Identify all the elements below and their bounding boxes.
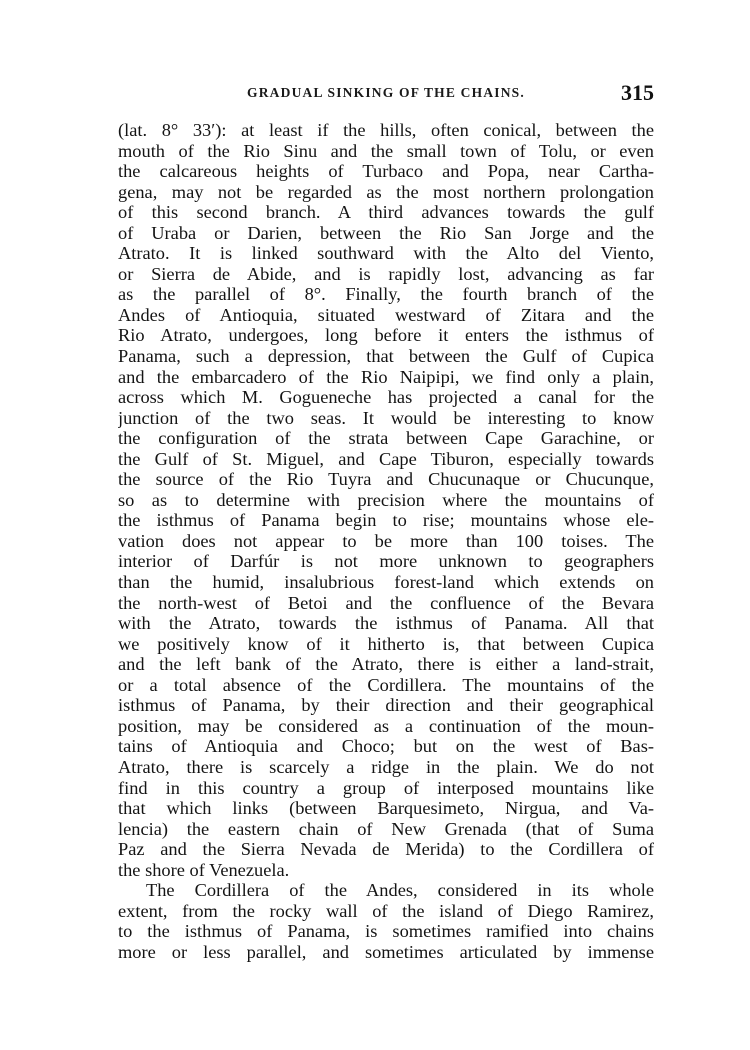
text-line: than the humid, insalubrious forest-land which extends on <box>118 572 654 593</box>
text-line: position, may be considered as a continuation of the moun- <box>118 715 654 736</box>
text-line: of this second branch. A third advances towards the gulf <box>118 202 654 223</box>
text-line: and the embarcadero of the Rio Naipipi, we find only a plain, <box>118 366 654 387</box>
text-line: that which links (between Barquesimeto, Nirgua, and Va- <box>118 798 654 819</box>
text-line: the north-west of Betoi and the confluence of the Bevara <box>118 592 654 613</box>
page-number: 315 <box>621 80 654 105</box>
text-line: Andes of Antioquia, situated westward of Zitara and the <box>118 304 654 325</box>
text-line: lencia) the eastern chain of New Grenada (that of Suma <box>118 818 654 839</box>
text-line: so as to determine with precision where the mountains of <box>118 489 654 510</box>
text-line: as the parallel of 8°. Finally, the fourth branch of the <box>118 284 654 305</box>
text-line: the source of the Rio Tuyra and Chucunaque or Chucunque, <box>118 469 654 490</box>
text-line: the calcareous heights of Turbaco and Popa, near Cartha- <box>118 161 654 182</box>
text-line: find in this country a group of interposed mountains like <box>118 777 654 798</box>
body-text <box>118 120 654 962</box>
text-line: Panama, such a depression, that between the Gulf of Cupica <box>118 346 654 367</box>
text-line: interior of Darfúr is not more unknown to geographers <box>118 551 654 572</box>
text-line: with the Atrato, towards the isthmus of Panama. All that <box>118 613 654 634</box>
text-line: the isthmus of Panama begin to rise; mountains whose ele- <box>118 510 654 531</box>
text-line: Atrato. It is linked southward with the Alto del Viento, <box>118 243 654 264</box>
text-line: (lat. 8° 33′): at least if the hills, often conical, between the <box>118 120 654 140</box>
paragraph-start-line: The Cordillera of the Andes, considered in its whole <box>146 880 654 901</box>
running-title: GRADUAL SINKING OF THE CHAINS. <box>247 85 525 100</box>
text-line: more or less parallel, and sometimes articulated by immense <box>118 941 654 962</box>
text-line: Atrato, there is scarcely a ridge in the plain. We do not <box>118 756 654 777</box>
text-line: of Uraba or Darien, between the Rio San Jorge and the <box>118 222 654 243</box>
text-line: Paz and the Sierra Nevada de Merida) to the Cordillera of <box>118 839 654 860</box>
paragraph-end-line: the shore of Venezuela. <box>118 859 290 880</box>
text-line: or a total absence of the Cordillera. The mountains of the <box>118 674 654 695</box>
text-line: to the isthmus of Panama, is sometimes ramified into chains <box>118 921 654 942</box>
text-line: vation does not appear to be more than 100 toises. The <box>118 530 654 551</box>
text-line: the configuration of the strata between Cape Garachine, or <box>118 428 654 449</box>
text-line: we positively know of it hitherto is, that between Cupica <box>118 633 654 654</box>
text-line: tains of Antioquia and Choco; but on the west of Bas- <box>118 736 654 757</box>
text-line: across which M. Gogueneche has projected a canal for the <box>118 387 654 408</box>
text-line: mouth of the Rio Sinu and the small town of Tolu, or even <box>118 140 654 161</box>
text-line: junction of the two seas. It would be interesting to know <box>118 407 654 428</box>
text-line: gena, may not be regarded as the most northern prolongation <box>118 181 654 202</box>
running-head <box>118 80 654 106</box>
text-line: or Sierra de Abide, and is rapidly lost, advancing as far <box>118 263 654 284</box>
text-line: and the left bank of the Atrato, there is either a land-strait, <box>118 654 654 675</box>
text-line: extent, from the rocky wall of the island of Diego Ramirez, <box>118 900 654 921</box>
text-line: Rio Atrato, undergoes, long before it enters the isthmus of <box>118 325 654 346</box>
text-line: isthmus of Panama, by their direction and their geographical <box>118 695 654 716</box>
text-line: the Gulf of St. Miguel, and Cape Tiburon, especially towards <box>118 448 654 469</box>
